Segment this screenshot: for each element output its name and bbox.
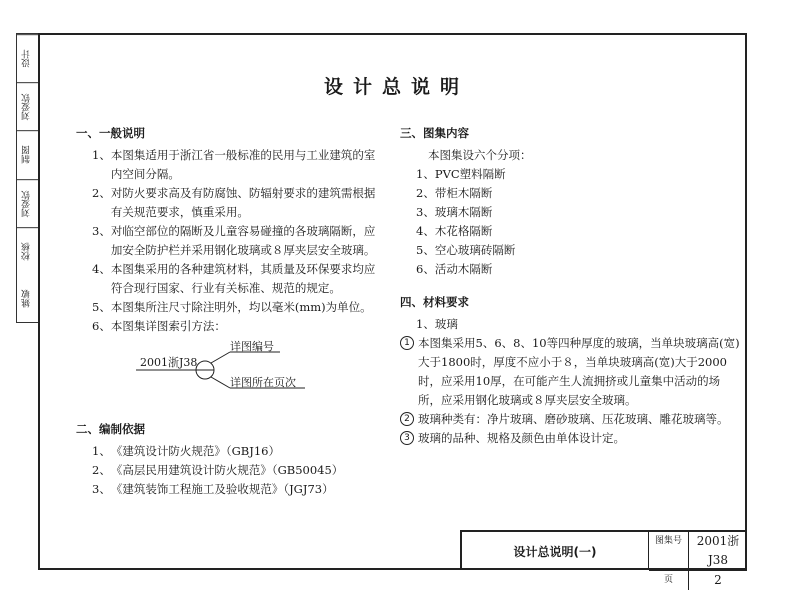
sidebar-cell: 校核 <box>17 227 38 275</box>
list-item: 3、 玻璃木隔断 <box>416 205 493 219</box>
right-column <box>400 124 740 448</box>
list-item: 1、 本图集适用于浙江省一般标准的民用与工业建筑的室内空间分隔。 <box>92 148 376 181</box>
materials-sub: 1、玻璃 <box>416 317 458 331</box>
atlas-label: 图集号 <box>649 532 689 570</box>
list-item: 2 玻璃种类有：净片玻璃、磨砂玻璃、压花玻璃、雕花玻璃等。 <box>400 410 740 429</box>
list-item: 4、 本图集采用的各种建筑材料，其质量及环保要求均应符合现行国家、行业有关标准、规范的规定。 <box>92 262 376 295</box>
list-item: 1、 PVC塑料隔断 <box>416 167 506 181</box>
list-item: 2、 《高层民用建筑设计防火规范》（GB50045） <box>92 463 344 477</box>
contents-intro: 本图集设六个分项： <box>428 148 532 162</box>
left-column <box>76 124 376 336</box>
page-title: 设计总说明 <box>323 76 469 98</box>
basis-section <box>76 420 376 499</box>
list-item: 5、 本图集所注尺寸除注明外，均以毫米(mm)为单位。 <box>92 300 372 314</box>
list-item: 3、 《建筑装饰工程施工及验收规范》（JGJ73） <box>92 482 334 496</box>
list-item: 3、 对临空部位的隔断及儿童容易碰撞的各玻璃隔断，应加安全防护栏并采用钢化玻璃或８厚夹层安全玻璃。 <box>92 224 376 257</box>
circled-number: 2 <box>400 412 414 426</box>
list-item: 6、 活动木隔断 <box>416 262 493 276</box>
list-item: 3 玻璃的品种、规格及颜色由单体设计定。 <box>400 429 740 448</box>
list-item: 2、 对防火要求高及有防腐蚀、防辐射要求的建筑需根据有关规范要求，慎重采用。 <box>92 186 376 219</box>
list-item: 1、 《建筑设计防火规范》（GBJ16） <box>92 444 280 458</box>
title-block-name: 设计总说明(一) <box>462 532 649 570</box>
contents-heading: 三、图集内容 <box>400 126 469 140</box>
sidebar-cell: 制图 <box>17 130 38 178</box>
sidebar-cell: 刘爱钦 <box>17 82 38 130</box>
list-item: 1 本图集采用5、6、8、10等四种厚度的玻璃，当单块玻璃高(宽)大于1800时，厚度不应小于８，当单块玻璃高(宽)大于2000时，应采用10厚，在可能产生人流拥挤或儿童集中活动的场所，应采用钢化玻璃或８厚夹层安全玻璃。 <box>400 334 740 410</box>
detail-number-label: 详图编号 <box>230 340 274 353</box>
title-block <box>460 530 747 587</box>
list-item: 5、 空心玻璃砖隔断 <box>416 243 516 257</box>
list-item: 4、 木花格隔断 <box>416 224 493 238</box>
circled-number: 3 <box>400 431 414 445</box>
detail-page-label: 详图所在页次 <box>230 376 296 389</box>
page-label: 页 <box>649 571 689 590</box>
circled-number: 1 <box>400 336 414 350</box>
index-diagram <box>130 336 370 396</box>
sidebar-cell: 姚敏 <box>22 289 32 308</box>
materials-heading: 四、材料要求 <box>400 295 469 309</box>
basis-heading: 二、编制依据 <box>76 422 145 436</box>
list-item: 6、 本图集详图索引方法： <box>92 319 226 333</box>
general-heading: 一、一般说明 <box>76 126 145 140</box>
index-code: 2001浙J38 <box>140 356 198 369</box>
sidebar-cell: 设计 <box>17 34 38 82</box>
atlas-number: 2001浙J38 <box>696 534 740 567</box>
list-item: 2、 带柜木隔断 <box>416 186 493 200</box>
sidebar-cell: 刘爱钦 <box>17 179 38 227</box>
page-number: 2 <box>714 573 722 587</box>
